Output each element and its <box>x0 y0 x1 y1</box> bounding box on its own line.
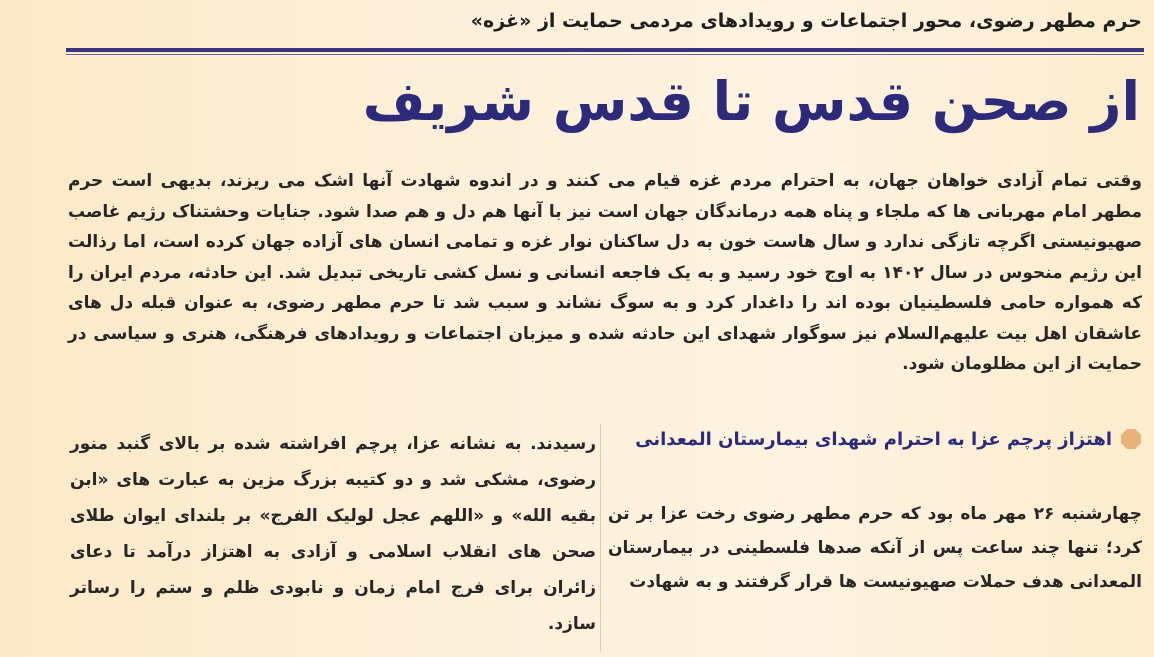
header-rule <box>66 48 1144 52</box>
kicker-line: حرم مطهر رضوی، محور اجتماعات و رویدادهای مردمی حمایت از «غزه» <box>470 10 1142 32</box>
page-title: از صحن قدس تا قدس شریف <box>362 70 1140 133</box>
section-heading <box>610 424 1142 456</box>
left-column-text: رسیدند. به نشانه عزا، پرچم افراشته شده بر بالای گنبد منور رضوی، مشکی شد و دو کتیبه بزرگ مزین به عبارت های «ابن بقیه الله» و «اللهم عجل لولیک الفرج» بر بلندای ایوان طلای صحن های انقلاب اسلامی و آزادی به اهتزاز درآمد تا دعای زائران برای فرج امام زمان و نابودی ظلم و ستم را رساتر سازد. <box>70 434 596 634</box>
octagon-bullet-icon <box>1120 428 1142 450</box>
right-column-text: چهارشنبه ۲۶ مهر ماه بود که حرم مطهر رضوی رخت عزا بر تن کرد؛ تنها چند ساعت پس از آنکه صدها فلسطینی در بیمارستان المعدانی هدف حملات صهیونیست ها قرار گرفتند و به شهادت <box>608 504 1142 592</box>
column-divider <box>600 424 601 652</box>
lede-paragraph: وقتی تمام آزادی خواهان جهان، به احترام مردم غزه قیام می کنند و در اندوه شهادت آنها اشک می ریزند، بدیهی است حرم مطهر امام مهربانی ها که ملجاء و پناه همه درماندگان جهان است نیز با آنها هم دل و هم صدا شود. جنایات وحشتناک رژیم غاصب صهیونیستی اگرچه تازگی ندارد و سال هاست خون به دل ساکنان نوار غزه و تمامی انسان های آزاده جهان کرده است، اما رذالت این رژیم منحوس در سال ۱۴۰۲ به اوج خود رسید و به یک فاجعه انسانی و نسل کشی تاریخی تبدیل شد. این حادثه، مردم ایران را که همواره حامی فلسطینیان بوده اند را داغدار کرد و به سوگ نشاند و سبب شد تا حرم مطهر رضوی، به عنوان قبله دل های عاشقان اهل بیت علیهم‌السلام نیز سوگوار شهدای این حادثه شده و میزبان اجتماعات و رویدادهای فرهنگی، هنری و سیاسی در حمایت از این مظلومان شود. <box>68 171 1142 374</box>
header-rule-thin <box>66 54 1144 55</box>
section-subhead: اهتزاز پرچم عزا به احترام شهدای بیمارستان المعدانی <box>635 429 1112 450</box>
